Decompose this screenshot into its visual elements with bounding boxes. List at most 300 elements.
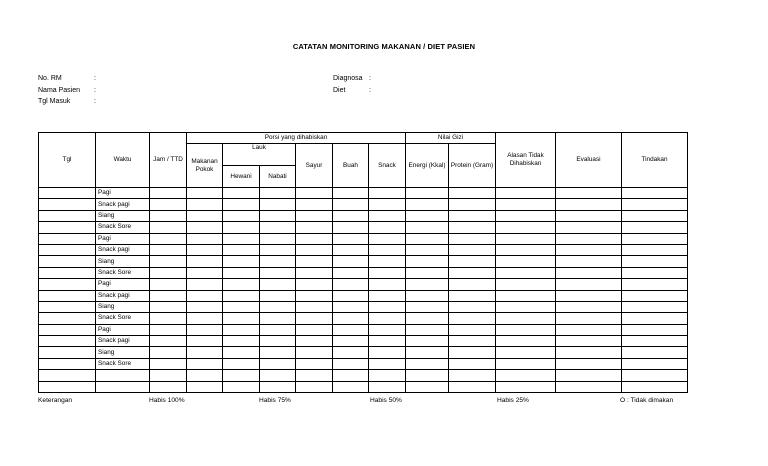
waktu-cell: Pagi — [96, 233, 150, 244]
info-separator: : — [94, 75, 96, 82]
entry-cell[interactable] — [496, 199, 556, 210]
entry-cell[interactable] — [556, 210, 622, 221]
legend-habis-75: Habis 75% — [259, 397, 291, 404]
entry-cell[interactable] — [260, 313, 296, 324]
entry-cell[interactable] — [449, 256, 496, 267]
entry-cell[interactable] — [296, 336, 333, 347]
entry-cell[interactable] — [150, 290, 187, 301]
entry-cell[interactable] — [369, 267, 406, 278]
entry-cell[interactable] — [260, 324, 296, 335]
entry-cell[interactable] — [39, 336, 96, 347]
entry-cell[interactable] — [150, 199, 187, 210]
entry-cell[interactable] — [150, 222, 187, 233]
table-row — [39, 358, 688, 369]
entry-cell[interactable] — [260, 256, 296, 267]
entry-cell[interactable] — [333, 336, 369, 347]
header-tgl: Tgl — [39, 133, 96, 188]
info-separator: : — [369, 75, 371, 82]
info-separator: : — [369, 86, 371, 94]
table-row — [39, 256, 688, 267]
entry-cell[interactable] — [496, 244, 556, 255]
entry-cell[interactable] — [223, 347, 260, 358]
entry-cell[interactable] — [223, 267, 260, 278]
entry-cell[interactable] — [39, 222, 96, 233]
entry-cell[interactable] — [223, 244, 260, 255]
entry-cell[interactable] — [622, 256, 688, 267]
table-row — [39, 244, 688, 255]
entry-cell[interactable] — [622, 244, 688, 255]
entry-cell[interactable] — [260, 244, 296, 255]
entry-cell[interactable] — [406, 279, 449, 290]
legend-tidak-dimakan: O : Tidak dimakan — [620, 397, 674, 404]
waktu-cell: Snack pagi — [96, 244, 150, 255]
entry-cell[interactable] — [39, 313, 96, 324]
entry-cell[interactable] — [449, 222, 496, 233]
header-waktu: Waktu — [96, 133, 150, 188]
entry-cell[interactable] — [369, 358, 406, 369]
entry-cell[interactable] — [369, 244, 406, 255]
entry-cell[interactable] — [622, 188, 688, 199]
entry-cell[interactable] — [622, 279, 688, 290]
entry-cell[interactable] — [449, 188, 496, 199]
header-jam-ttd: Jam / TTD — [150, 133, 187, 188]
entry-cell[interactable] — [406, 256, 449, 267]
legend-keterangan: Keterangan — [38, 397, 73, 404]
header-porsi-dihabiskan: Porsi yang dihabiskan — [187, 133, 406, 144]
entry-cell[interactable] — [296, 210, 333, 221]
entry-cell[interactable] — [369, 381, 406, 392]
entry-cell[interactable] — [496, 301, 556, 312]
entry-cell[interactable] — [622, 358, 688, 369]
entry-cell[interactable] — [622, 370, 688, 381]
entry-cell[interactable] — [296, 290, 333, 301]
entry-cell[interactable] — [39, 301, 96, 312]
entry-cell[interactable] — [150, 279, 187, 290]
entry-cell[interactable] — [406, 267, 449, 278]
table-row — [39, 347, 688, 358]
entry-cell[interactable] — [369, 324, 406, 335]
entry-cell[interactable] — [260, 358, 296, 369]
entry-cell[interactable] — [556, 267, 622, 278]
entry-cell[interactable] — [39, 290, 96, 301]
info-label: No. RM — [38, 75, 62, 82]
entry-cell[interactable] — [406, 324, 449, 335]
entry-cell[interactable] — [39, 347, 96, 358]
entry-cell[interactable] — [333, 324, 369, 335]
entry-cell[interactable] — [150, 256, 187, 267]
entry-cell[interactable] — [39, 210, 96, 221]
entry-cell[interactable] — [223, 370, 260, 381]
table-row — [39, 370, 688, 381]
header-nabati: Nabati — [260, 166, 296, 188]
legend — [38, 397, 738, 407]
waktu-cell: Snack Sore — [96, 358, 150, 369]
entry-cell[interactable] — [187, 233, 223, 244]
info-label: Diet — [333, 86, 346, 94]
header-lauk: Lauk — [223, 144, 296, 166]
entry-cell[interactable] — [296, 256, 333, 267]
table-row — [39, 381, 688, 392]
entry-cell[interactable] — [39, 244, 96, 255]
entry-cell[interactable] — [369, 290, 406, 301]
header-alasan-tidak-dihabiskan: Alasan Tidak Dihabiskan — [496, 133, 556, 188]
entry-cell[interactable] — [296, 199, 333, 210]
entry-cell[interactable] — [150, 188, 187, 199]
entry-cell[interactable] — [260, 188, 296, 199]
entry-cell[interactable] — [260, 267, 296, 278]
entry-cell[interactable] — [187, 222, 223, 233]
entry-cell[interactable] — [150, 370, 187, 381]
entry-cell[interactable] — [150, 336, 187, 347]
entry-cell[interactable] — [223, 279, 260, 290]
entry-cell[interactable] — [333, 370, 369, 381]
entry-cell[interactable] — [406, 381, 449, 392]
entry-cell[interactable] — [406, 244, 449, 255]
entry-cell[interactable] — [296, 370, 333, 381]
info-separator: : — [94, 86, 96, 94]
entry-cell[interactable] — [369, 370, 406, 381]
entry-cell[interactable] — [406, 290, 449, 301]
entry-cell[interactable] — [39, 370, 96, 381]
entry-cell[interactable] — [622, 301, 688, 312]
entry-cell[interactable] — [296, 324, 333, 335]
entry-cell[interactable] — [449, 279, 496, 290]
entry-cell[interactable] — [556, 358, 622, 369]
entry-cell[interactable] — [187, 199, 223, 210]
entry-cell[interactable] — [150, 233, 187, 244]
info-row-nama-pasien — [38, 85, 102, 97]
table-row — [39, 267, 688, 278]
entry-cell[interactable] — [556, 199, 622, 210]
entry-cell[interactable] — [296, 347, 333, 358]
entry-cell[interactable] — [369, 279, 406, 290]
entry-cell[interactable] — [496, 290, 556, 301]
header-buah: Buah — [333, 144, 369, 188]
entry-cell[interactable] — [187, 256, 223, 267]
table-row — [39, 233, 688, 244]
entry-cell[interactable] — [187, 336, 223, 347]
patient-info-left — [38, 73, 102, 108]
table-row — [39, 279, 688, 290]
entry-cell[interactable] — [223, 313, 260, 324]
header-makanan-pokok: Makanan Pokok — [187, 144, 223, 188]
entry-cell[interactable] — [406, 222, 449, 233]
entry-cell[interactable] — [496, 370, 556, 381]
entry-cell[interactable] — [622, 336, 688, 347]
entry-cell[interactable] — [296, 233, 333, 244]
entry-cell[interactable] — [333, 244, 369, 255]
entry-cell[interactable] — [449, 324, 496, 335]
entry-cell[interactable] — [496, 358, 556, 369]
entry-cell[interactable] — [496, 256, 556, 267]
entry-cell[interactable] — [406, 210, 449, 221]
entry-cell[interactable] — [449, 199, 496, 210]
entry-cell[interactable] — [187, 244, 223, 255]
entry-cell[interactable] — [187, 301, 223, 312]
entry-cell[interactable] — [223, 336, 260, 347]
entry-cell[interactable] — [622, 324, 688, 335]
entry-cell[interactable] — [556, 301, 622, 312]
entry-cell[interactable] — [223, 256, 260, 267]
entry-cell[interactable] — [622, 381, 688, 392]
entry-cell[interactable] — [369, 313, 406, 324]
page-title: CATATAN MONITORING MAKANAN / DIET PASIEN — [292, 42, 476, 51]
entry-cell[interactable] — [449, 244, 496, 255]
entry-cell[interactable] — [496, 267, 556, 278]
entry-cell[interactable] — [449, 233, 496, 244]
waktu-cell: Siang — [96, 210, 150, 221]
waktu-cell: Snack pagi — [96, 336, 150, 347]
entry-cell[interactable] — [556, 370, 622, 381]
entry-cell[interactable] — [260, 279, 296, 290]
entry-cell[interactable] — [150, 210, 187, 221]
entry-cell[interactable] — [556, 188, 622, 199]
entry-cell[interactable] — [449, 370, 496, 381]
entry-cell[interactable] — [150, 313, 187, 324]
waktu-cell: Pagi — [96, 279, 150, 290]
entry-cell[interactable] — [187, 290, 223, 301]
entry-cell[interactable] — [39, 267, 96, 278]
entry-cell[interactable] — [496, 313, 556, 324]
entry-cell[interactable] — [260, 381, 296, 392]
entry-cell[interactable] — [333, 279, 369, 290]
table-row — [39, 188, 688, 199]
entry-cell[interactable] — [449, 381, 496, 392]
table-row — [39, 210, 688, 221]
info-label: Tgl Masuk — [38, 98, 71, 105]
entry-cell[interactable] — [223, 301, 260, 312]
info-label: Nama Pasien — [38, 86, 81, 94]
entry-cell[interactable] — [187, 313, 223, 324]
entry-cell[interactable] — [333, 256, 369, 267]
entry-cell[interactable] — [406, 188, 449, 199]
entry-cell[interactable] — [333, 210, 369, 221]
entry-cell[interactable] — [556, 244, 622, 255]
entry-cell[interactable] — [369, 256, 406, 267]
legend-habis-25: Habis 25% — [497, 397, 529, 404]
entry-cell[interactable] — [449, 313, 496, 324]
entry-cell[interactable] — [150, 301, 187, 312]
entry-cell[interactable] — [496, 188, 556, 199]
entry-cell[interactable] — [622, 210, 688, 221]
entry-cell[interactable] — [449, 336, 496, 347]
entry-cell[interactable] — [556, 381, 622, 392]
entry-cell[interactable] — [333, 222, 369, 233]
entry-cell[interactable] — [296, 267, 333, 278]
entry-cell[interactable] — [622, 267, 688, 278]
entry-cell[interactable] — [333, 301, 369, 312]
entry-cell[interactable] — [296, 222, 333, 233]
entry-cell[interactable] — [223, 188, 260, 199]
info-row-diet — [333, 85, 377, 97]
entry-cell[interactable] — [333, 267, 369, 278]
entry-cell[interactable] — [622, 313, 688, 324]
entry-cell[interactable] — [296, 381, 333, 392]
table-row — [39, 336, 688, 347]
entry-cell[interactable] — [496, 336, 556, 347]
entry-cell[interactable] — [556, 290, 622, 301]
entry-cell[interactable] — [369, 199, 406, 210]
entry-cell[interactable] — [556, 222, 622, 233]
entry-cell[interactable] — [296, 313, 333, 324]
entry-cell[interactable] — [622, 290, 688, 301]
monitoring-table-body — [39, 188, 688, 393]
entry-cell[interactable] — [496, 222, 556, 233]
waktu-cell: Pagi — [96, 324, 150, 335]
entry-cell[interactable] — [622, 199, 688, 210]
entry-cell[interactable] — [187, 358, 223, 369]
entry-cell[interactable] — [260, 370, 296, 381]
legend-habis-100: Habis 100% — [149, 397, 185, 404]
waktu-cell: Siang — [96, 347, 150, 358]
entry-cell[interactable] — [260, 336, 296, 347]
entry-cell[interactable] — [187, 370, 223, 381]
entry-cell[interactable] — [406, 347, 449, 358]
entry-cell[interactable] — [496, 279, 556, 290]
entry-cell[interactable] — [296, 358, 333, 369]
entry-cell[interactable] — [150, 267, 187, 278]
entry-cell[interactable] — [556, 233, 622, 244]
entry-cell[interactable] — [406, 233, 449, 244]
table-row — [39, 199, 688, 210]
entry-cell[interactable] — [187, 267, 223, 278]
entry-cell[interactable] — [406, 370, 449, 381]
entry-cell[interactable] — [496, 324, 556, 335]
entry-cell[interactable] — [223, 381, 260, 392]
entry-cell[interactable] — [449, 358, 496, 369]
entry-cell[interactable] — [369, 222, 406, 233]
entry-cell[interactable] — [296, 244, 333, 255]
entry-cell[interactable] — [449, 301, 496, 312]
entry-cell[interactable] — [449, 290, 496, 301]
entry-cell[interactable] — [223, 324, 260, 335]
entry-cell[interactable] — [496, 210, 556, 221]
entry-cell[interactable] — [39, 256, 96, 267]
waktu-cell: Snack Sore — [96, 267, 150, 278]
entry-cell[interactable] — [39, 188, 96, 199]
entry-cell[interactable] — [496, 381, 556, 392]
entry-cell[interactable] — [333, 347, 369, 358]
entry-cell[interactable] — [369, 336, 406, 347]
entry-cell[interactable] — [449, 347, 496, 358]
entry-cell[interactable] — [150, 381, 187, 392]
entry-cell[interactable] — [406, 313, 449, 324]
entry-cell[interactable] — [622, 347, 688, 358]
entry-cell[interactable] — [369, 210, 406, 221]
entry-cell[interactable] — [260, 347, 296, 358]
entry-cell[interactable] — [260, 210, 296, 221]
info-separator: : — [94, 98, 96, 105]
entry-cell[interactable] — [333, 199, 369, 210]
entry-cell[interactable] — [333, 233, 369, 244]
entry-cell[interactable] — [333, 381, 369, 392]
header-evaluasi: Evaluasi — [556, 133, 622, 188]
entry-cell[interactable] — [556, 336, 622, 347]
entry-cell[interactable] — [260, 301, 296, 312]
entry-cell[interactable] — [187, 347, 223, 358]
entry-cell[interactable] — [406, 336, 449, 347]
info-row-diagnosa — [333, 73, 377, 85]
entry-cell[interactable] — [369, 188, 406, 199]
entry-cell[interactable] — [556, 279, 622, 290]
entry-cell[interactable] — [406, 199, 449, 210]
entry-cell[interactable] — [369, 347, 406, 358]
entry-cell[interactable] — [369, 301, 406, 312]
entry-cell[interactable] — [39, 358, 96, 369]
header-energi: Energi (Kkal) — [406, 144, 449, 188]
header-protein: Protein (Gram) — [449, 144, 496, 188]
entry-cell[interactable] — [496, 233, 556, 244]
entry-cell[interactable] — [333, 290, 369, 301]
entry-cell[interactable] — [39, 199, 96, 210]
entry-cell[interactable] — [39, 279, 96, 290]
entry-cell[interactable] — [333, 358, 369, 369]
entry-cell[interactable] — [556, 324, 622, 335]
entry-cell[interactable] — [622, 222, 688, 233]
entry-cell[interactable] — [622, 233, 688, 244]
entry-cell[interactable] — [187, 381, 223, 392]
entry-cell[interactable] — [406, 301, 449, 312]
entry-cell[interactable] — [369, 233, 406, 244]
entry-cell[interactable] — [556, 347, 622, 358]
entry-cell[interactable] — [150, 244, 187, 255]
entry-cell[interactable] — [449, 210, 496, 221]
entry-cell[interactable] — [556, 256, 622, 267]
waktu-cell: Siang — [96, 256, 150, 267]
entry-cell[interactable] — [187, 210, 223, 221]
entry-cell[interactable] — [296, 279, 333, 290]
info-row-no-rm — [38, 73, 102, 85]
entry-cell[interactable] — [39, 233, 96, 244]
entry-cell[interactable] — [150, 324, 187, 335]
monitoring-table — [38, 132, 688, 393]
entry-cell[interactable] — [260, 233, 296, 244]
entry-cell[interactable] — [223, 210, 260, 221]
entry-cell[interactable] — [187, 279, 223, 290]
entry-cell[interactable] — [333, 313, 369, 324]
entry-cell[interactable] — [449, 267, 496, 278]
info-row-tgl-masuk — [38, 96, 102, 108]
entry-cell[interactable] — [223, 199, 260, 210]
entry-cell[interactable] — [150, 347, 187, 358]
entry-cell[interactable] — [187, 188, 223, 199]
entry-cell[interactable] — [223, 222, 260, 233]
entry-cell[interactable] — [296, 188, 333, 199]
header-tindakan: Tindakan — [622, 133, 688, 188]
entry-cell[interactable] — [187, 324, 223, 335]
waktu-cell: Snack pagi — [96, 199, 150, 210]
entry-cell[interactable] — [296, 301, 333, 312]
entry-cell[interactable] — [223, 233, 260, 244]
entry-cell[interactable] — [150, 358, 187, 369]
entry-cell[interactable] — [496, 347, 556, 358]
entry-cell[interactable] — [260, 199, 296, 210]
entry-cell[interactable] — [333, 188, 369, 199]
waktu-cell: Snack Sore — [96, 222, 150, 233]
table-row — [39, 313, 688, 324]
entry-cell[interactable] — [260, 290, 296, 301]
header-hewani: Hewani — [223, 166, 260, 188]
entry-cell[interactable] — [223, 290, 260, 301]
entry-cell[interactable] — [406, 358, 449, 369]
entry-cell[interactable] — [39, 324, 96, 335]
legend-habis-50: Habis 50% — [370, 397, 402, 404]
entry-cell[interactable] — [260, 222, 296, 233]
entry-cell[interactable] — [39, 381, 96, 392]
entry-cell[interactable] — [223, 358, 260, 369]
waktu-cell — [96, 381, 150, 392]
entry-cell[interactable] — [556, 313, 622, 324]
